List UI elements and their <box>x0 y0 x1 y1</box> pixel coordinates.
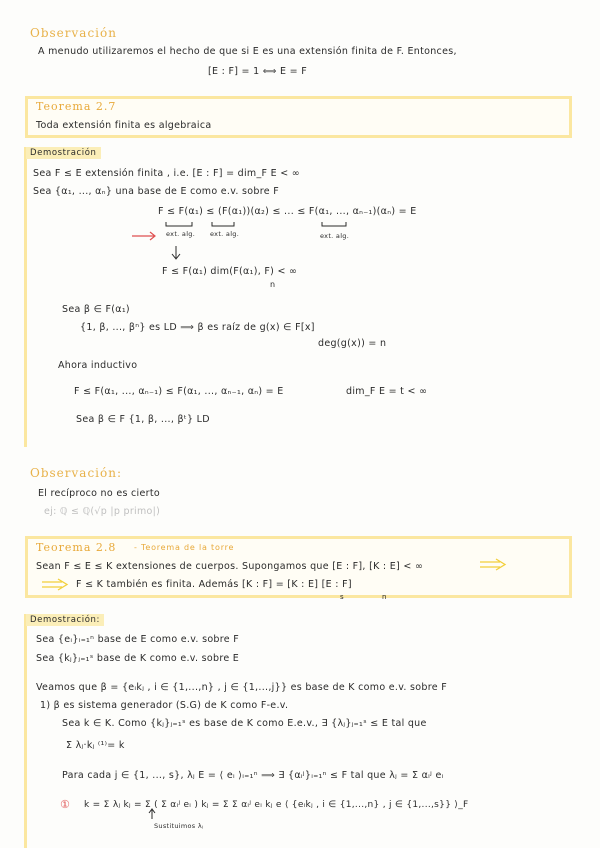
theorem-title: Teorema 2.8 <box>36 541 117 554</box>
proof-line: deg(g(x)) = n <box>318 338 387 349</box>
up-arrow-icon <box>148 808 156 820</box>
theorem-title: Teorema 2.7 <box>36 100 117 113</box>
proof-line: Σ λⱼ·kⱼ ⁽¹⁾= k <box>66 740 125 751</box>
s-mark: s <box>340 593 344 601</box>
proof-line: Sea {α₁, ..., αₙ} una base de E como e.v. sobre F <box>33 186 279 197</box>
proof-line: Para cada j ∈ {1, ..., s}, λⱼ E = ⟨ eᵢ ⟩ᵢ₌₁ⁿ ⟹ ∃ {αᵢʲ}ᵢ₌₁ⁿ ≤ F tal que λⱼ = Σ αᵢʲ eᵢ <box>62 770 444 781</box>
proof-bar <box>24 147 27 447</box>
n-mark: n <box>270 280 276 289</box>
proof-line: {1, β, ..., βⁿ} es LD ⟹ β es raíz de g(x) ∈ F[x] <box>80 322 315 333</box>
proof-bar <box>24 614 27 848</box>
proof-title: Demostración: <box>26 614 104 626</box>
observation-formula: [E : F] = 1 ⟺ E = F <box>208 66 307 77</box>
field-chain: F ≤ F(α₁) ≤ (F(α₁))(α₂) ≤ ... ≤ F(α₁, ..., αₙ₋₁)(αₙ) = E <box>158 206 417 217</box>
proof-line: Sea F ≤ E extensión finita , i.e. [E : F] = dim_F E < ∞ <box>33 168 301 179</box>
proof-line: F ≤ F(α₁, ..., αₙ₋₁) ≤ F(α₁, ..., αₙ₋₁, αₙ) = E <box>74 386 284 397</box>
proof-line: Sea {kⱼ}ⱼ₌₁ˢ base de K como e.v. sobre E <box>36 653 240 664</box>
proof-line: Ahora inductivo <box>58 360 138 371</box>
n-mark: n <box>382 593 387 601</box>
theorem-statement: Sean F ≤ E ≤ K extensiones de cuerpos. Supongamos que [E : F], [K : E] < ∞ <box>36 561 424 572</box>
proof-line: k = Σ λⱼ kⱼ = Σ ( Σ αᵢʲ eᵢ ) kⱼ = Σ Σ αᵢʲ eᵢ kⱼ e ⟨ {eᵢkⱼ , i ∈ {1,...,n} , j ∈ {1,...,s}} ⟩_F <box>84 800 469 810</box>
bracket-2 <box>212 222 234 226</box>
bracket-1 <box>166 222 192 226</box>
observation-title: Observación <box>30 26 117 40</box>
proof-line: Sea β ∈ F(α₁) <box>62 304 130 315</box>
proof-line: Sea {eᵢ}ᵢ₌₁ⁿ base de E como e.v. sobre F <box>36 634 239 645</box>
circle-marker: ① <box>60 798 71 811</box>
ext-label: ext. alg. <box>166 230 196 238</box>
proof-title: Demostración <box>26 147 101 159</box>
proof-line: 1) β es sistema generador (S.G) de K como F-e.v. <box>40 700 289 711</box>
arrow-right-icon <box>478 558 508 572</box>
observation-title: Observación: <box>30 466 123 480</box>
observation-text: El recíproco no es cierto <box>38 488 160 499</box>
chain-brackets <box>130 216 380 266</box>
ext-label: ext. alg. <box>210 230 240 238</box>
annotation: Sustituimos λⱼ <box>154 822 204 830</box>
theorem-statement: F ≤ K también es finita. Además [K : F] = [K : E] [E : F] <box>76 579 352 590</box>
ext-label: ext. alg. <box>320 232 350 240</box>
proof-line: Sea k ∈ K. Como {kⱼ}ⱼ₌₁ˢ es base de K como E.e.v., ∃ {λⱼ}ⱼ₌₁ˢ ≤ E tal que <box>62 718 427 729</box>
observation-example: ej: ℚ ≤ ℚ(√p |p primo|) <box>44 506 161 517</box>
proof-line: F ≤ F(α₁) dim(F(α₁), F) < ∞ <box>162 266 298 277</box>
bracket-3 <box>322 222 346 226</box>
proof-line: Veamos que β = {eᵢkⱼ , i ∈ {1,...,n} , j ∈ {1,...,j}} es base de K como e.v. sobre F <box>36 682 447 693</box>
proof-line: Sea β ∈ F {1, β, ..., βᵗ} LD <box>76 414 210 425</box>
observation-text: A menudo utilizaremos el hecho de que si E es una extensión finita de F. Entonces, <box>38 46 457 57</box>
arrow-right-icon <box>40 578 70 592</box>
theorem-statement: Toda extensión finita es algebraica <box>36 120 212 131</box>
theorem-subtitle: - Teorema de la torre <box>134 543 235 552</box>
proof-line: dim_F E = t < ∞ <box>346 386 428 397</box>
